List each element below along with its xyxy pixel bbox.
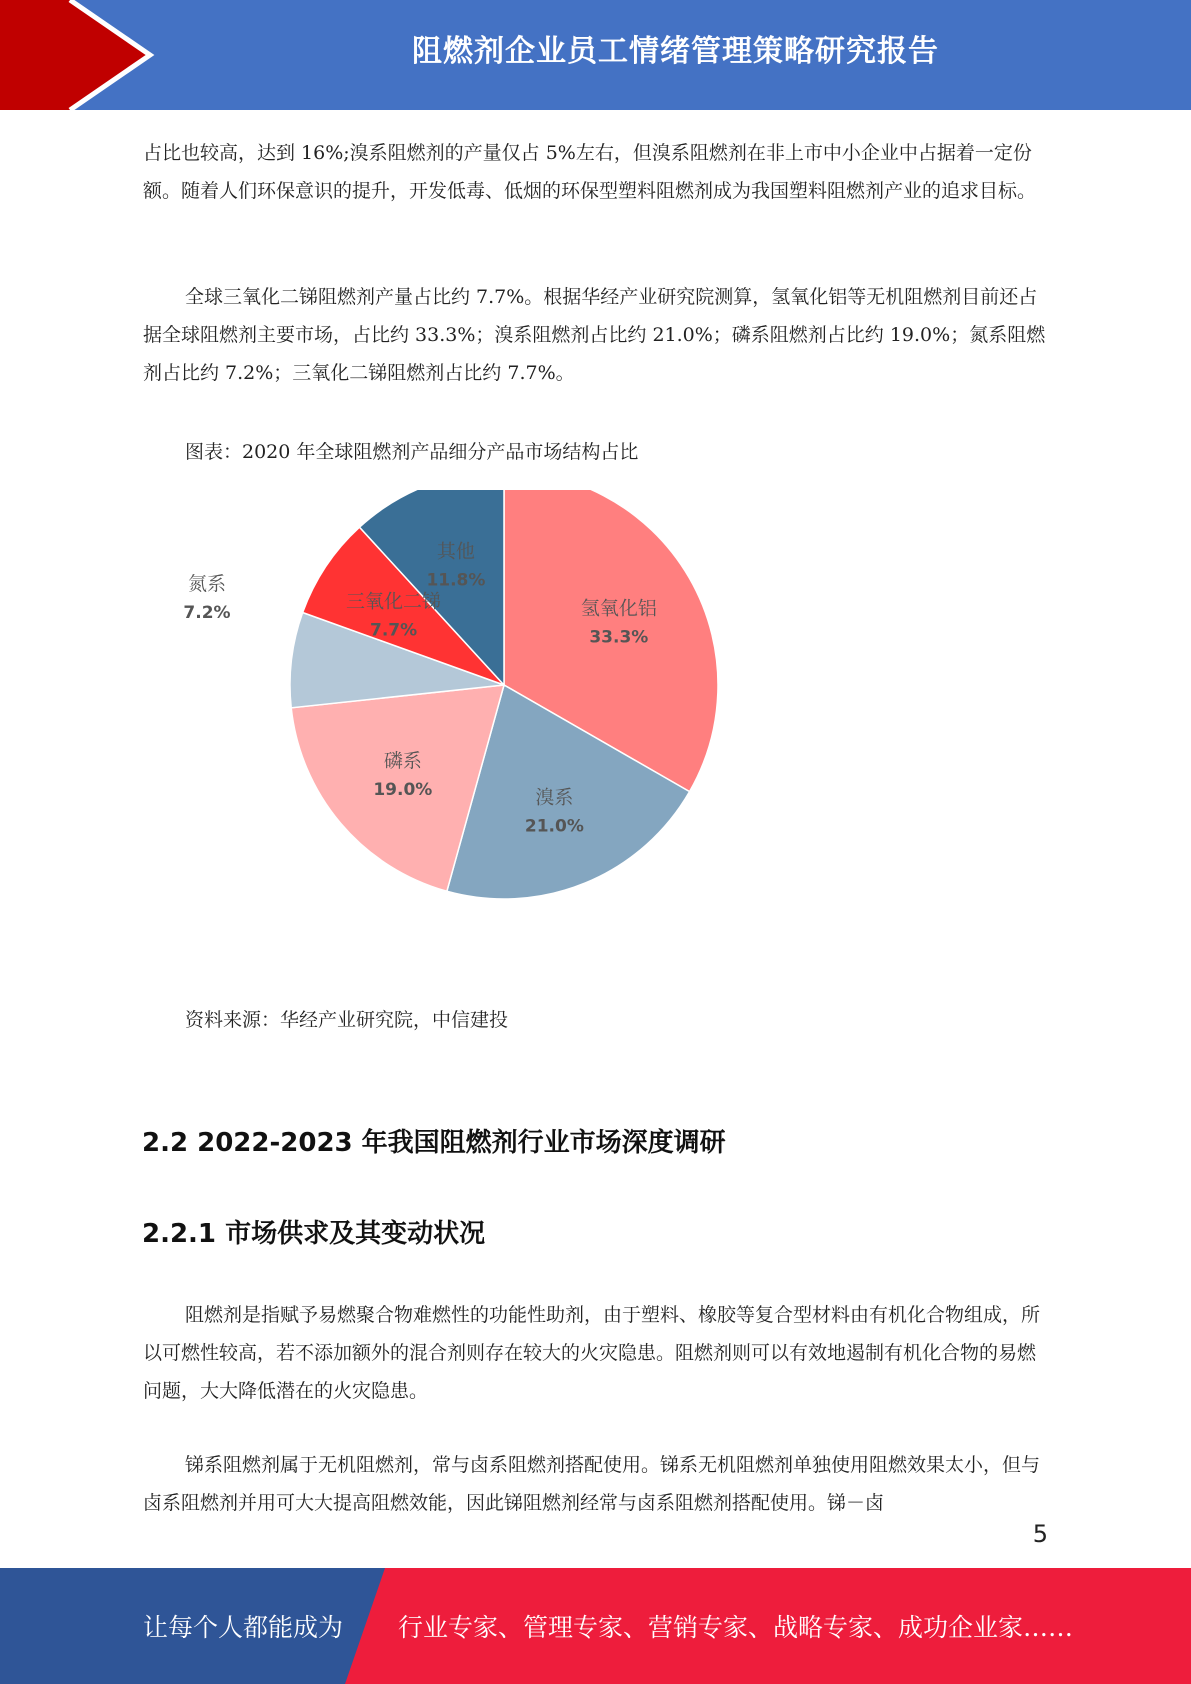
pie-slice-label: 氮系: [187, 572, 226, 595]
header-red-arrow: [0, 0, 150, 110]
pie-slice-label: 其他: [436, 540, 475, 563]
pie-slice-value: 7.7%: [369, 620, 418, 641]
page-number: 5: [1032, 1520, 1048, 1548]
pie-slice-label: 磷系: [383, 749, 422, 772]
pie-slice-value: 33.3%: [589, 627, 649, 648]
section-heading-2-2-1: 2.2.1 市场供求及其变动状况: [142, 1219, 486, 1249]
pie-slice-value: 11.8%: [426, 570, 486, 591]
pie-slice-label: 三氧化二锑: [346, 590, 442, 613]
page-footer: [0, 1568, 1191, 1684]
figure-source: 资料来源：华经产业研究院，中信建投: [185, 1009, 509, 1031]
section-heading-2-2: 2.2 2022-2023 年我国阻燃剂行业市场深度调研: [142, 1128, 726, 1158]
paragraph-2: 全球三氧化二锑阻燃剂产量占比约 7.7%。根据华经产业研究院测算，氢氧化铝等无机阻燃剂目前还占据全球阻燃剂主要市场，占比约 33.3%；溴系阻燃剂占比约 21.0%；磷系阻燃剂占比约 19.0%；氮系阻燃剂占比约 7.2%；三氧化二锑阻燃剂占比约 7.7%。: [143, 286, 1046, 384]
pie-slice-value: 19.0%: [373, 779, 433, 800]
header-title: 阻燃剂企业员工情绪管理策略研究报告: [412, 34, 939, 69]
pie-slice-label: 溴系: [535, 786, 574, 809]
paragraph-4: 锑系阻燃剂属于无机阻燃剂，常与卤系阻燃剂搭配使用。锑系无机阻燃剂单独使用阻燃效果太小，但与卤系阻燃剂并用可大大提高阻燃效能，因此锑阻燃剂经常与卤系阻燃剂搭配使用。锑－卤: [143, 1454, 1041, 1514]
footer-slogan-left: 让每个人都能成为: [143, 1613, 344, 1642]
page-header: [0, 0, 1191, 110]
pie-slice-label: 氢氧化铝: [580, 597, 657, 620]
pie-slice-value: 21.0%: [524, 816, 584, 837]
pie-slice-value: 7.2%: [183, 602, 231, 623]
figure-caption: 图表：2020 年全球阻燃剂产品细分产品市场结构占比: [185, 441, 639, 463]
pie-chart: [180, 490, 780, 970]
paragraph-3: 阻燃剂是指赋予易燃聚合物难燃性的功能性助剂，由于塑料、橡胶等复合型材料由有机化合物组成，所以可燃性较高，若不添加额外的混合剂则存在较大的火灾隐患。阻燃剂则可以有效地遏制有机化合物的易燃问题，大大降低潜在的火灾隐患。: [143, 1304, 1041, 1402]
footer-slogan-right: 行业专家、管理专家、营销专家、战略专家、成功企业家……: [398, 1613, 1074, 1642]
paragraph-1: 占比也较高，达到 16%;溴系阻燃剂的产量仅占 5%左右，但溴系阻燃剂在非上市中小企业中占据着一定份额。随着人们环保意识的提升，开发低毒、低烟的环保型塑料阻燃剂成为我国塑料阻燃剂产业的追求目标。: [143, 142, 1037, 202]
